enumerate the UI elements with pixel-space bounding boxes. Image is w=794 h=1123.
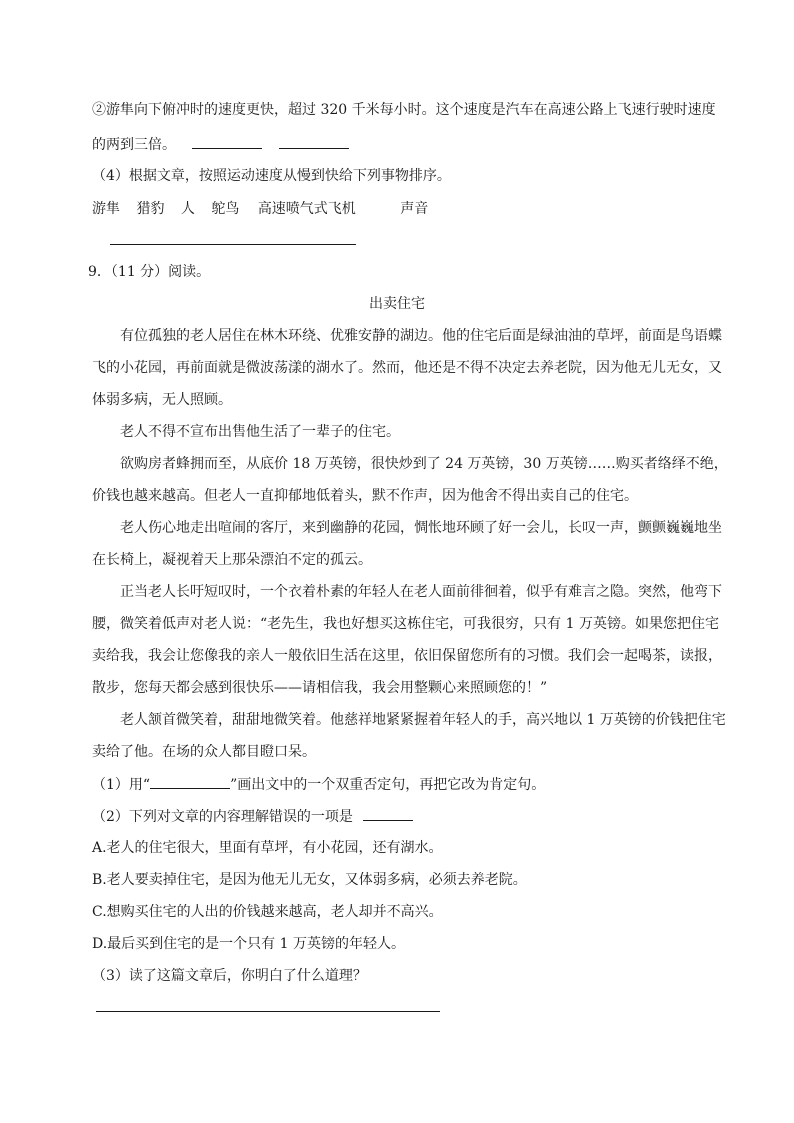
q9-sub2 [92,806,413,827]
answer-blank-2[interactable] [279,134,349,149]
q9-sub1 [92,774,545,795]
item-cheetah: 猎豹 [136,201,165,217]
q9-sub1-prefix: （1）用“ [92,777,151,793]
q9-sub1-suffix: ”画出文中的一个双重否定句，再把它改为肯定句。 [230,777,546,793]
p5-line3: 卖给我，我会让您像我的亲人一般依旧生活在这里，依旧保留您所有的习惯。我们会一起喝茶，读报， [92,648,722,664]
p5-line2: 腰，微笑着低声对老人说：“老先生，我也好想买这栋住宅，可我很穷，只有 1 万英镑。如果您把住宅 [92,616,719,632]
q8-items-list [92,199,440,219]
item-human: 人 [180,201,195,217]
p5-line4: 散步，您每天都会感到很快乐——请相信我，我会用整颗心来照顾您的！” [92,680,548,696]
q8-item2-line2-text: 的两到三倍。 [92,137,176,153]
p1-line2: 飞的小花园，再前面就是微波荡漾的湖水了。然而，他还是不得不决定去养老院，因为他无儿无女，又 [92,360,722,376]
option-b[interactable]: B.老人要卖掉住宅，是因为他无儿无女，又体弱多病，必须去养老院。 [92,872,527,888]
answer-blank-choice[interactable] [363,806,413,821]
answer-blank-1[interactable] [192,134,262,149]
option-a[interactable]: A.老人的住宅很大，里面有草坪，有小花园，还有湖水。 [92,840,443,856]
option-c[interactable]: C.想购买住宅的人出的价钱越来越高，老人却并不高兴。 [92,904,443,920]
p4-line2: 在长椅上，凝视着天上那朵漂泊不定的孤云。 [92,552,372,568]
p1-line1: 有位孤独的老人居住在林木环绕、优雅安静的湖边。他的住宅后面是绿油油的草坪，前面是鸟语蝶 [120,328,722,344]
q8-answer-line[interactable] [110,244,356,245]
q8-item2-line2 [92,134,349,155]
p1-line3: 体弱多病，无人照顾。 [92,392,232,408]
item-ostrich: 鸵鸟 [211,201,240,217]
item-jet: 高速喷气式飞机 [257,201,356,217]
p3-line2: 价钱也越来越高。但老人一直抑郁地低着头，默不作声，因为他舍不得出卖自己的住宅。 [92,488,638,504]
underline-sample [150,774,230,789]
option-d[interactable]: D.最后买到住宅的是一个只有 1 万英镑的年轻人。 [92,936,405,952]
q9-answer-line[interactable] [96,1011,440,1012]
p3-line1: 欲购房者蜂拥而至，从底价 18 万英镑，很快炒到了 24 万英镑，30 万英镑……购买者络绎不绝， [120,456,728,472]
q8-item2-line1: ②游隼向下俯冲时的速度更快，超过 320 千米每小时。这个速度是汽车在高速公路上飞速行驶时速度 [92,102,716,118]
article-title: 出卖住宅 [369,296,425,312]
p4-line1: 老人伤心地走出喧闹的客厅，来到幽静的花园，惆怅地环顾了好一会儿，长叹一声，颤颤巍巍地坐 [120,520,722,536]
p6-line2: 卖给了他。在场的众人都目瞪口呆。 [92,744,316,760]
p2: 老人不得不宣布出售他生活了一辈子的住宅。 [120,424,400,440]
p5-line1: 正当老人长吁短叹时，一个衣着朴素的年轻人在老人面前徘徊着，似乎有难言之隐。突然，他弯下 [120,584,722,600]
q8-sub4: （4）根据文章，按照运动速度从慢到快给下列事物排序。 [92,168,451,184]
q9-header: 9．（11 分）阅读。 [88,264,211,280]
q9-sub2-text: （2）下列对文章的内容理解错误的一项是 [92,809,353,825]
item-peregrine: 游隼 [92,201,120,217]
p6-line1: 老人颔首微笑着，甜甜地微笑着。他慈祥地紧紧握着年轻人的手，高兴地以 1 万英镑的价钱把住宅 [120,712,726,728]
q9-sub3: （3）读了这篇文章后，你明白了什么道理？ [92,968,367,984]
item-sound: 声音 [400,201,429,217]
